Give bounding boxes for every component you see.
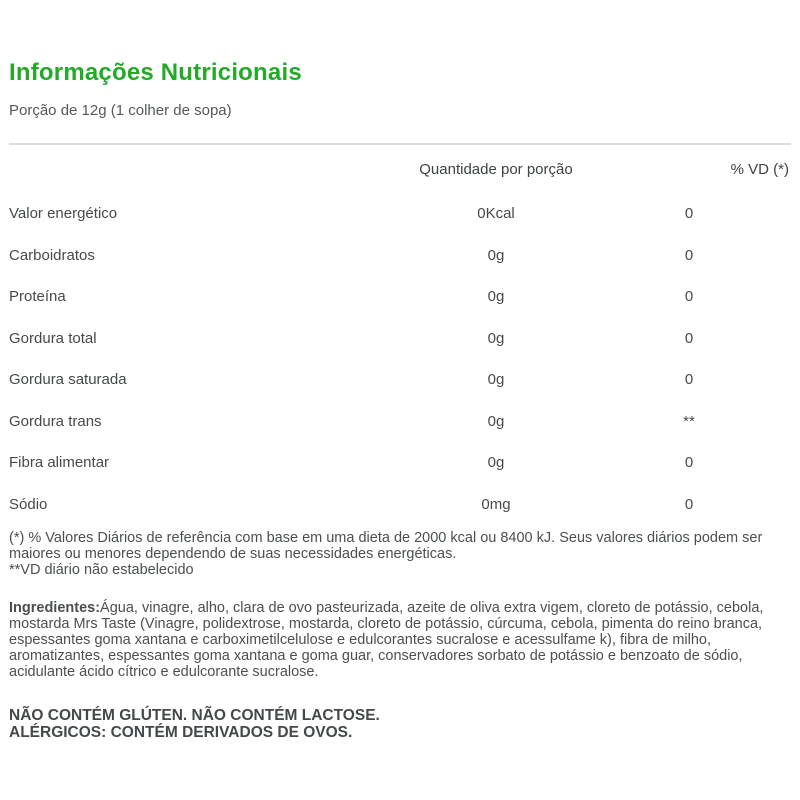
page-title: Informações Nutricionais — [9, 59, 302, 86]
nutrient-quantity: 0g — [487, 329, 505, 347]
nutrient-dv: 0 — [684, 246, 694, 264]
gluten-lactose-statement: NÃO CONTÉM GLÚTEN. NÃO CONTÉM LACTOSE. — [9, 707, 380, 725]
nutrient-label: Gordura trans — [9, 412, 102, 430]
nutrient-label: Valor energético — [9, 205, 118, 223]
table-row — [9, 442, 791, 484]
table-row — [9, 193, 791, 235]
nutrient-dv: 0 — [684, 288, 694, 306]
dv-reference-note: (*) % Valores Diários de referência com base em uma dieta de 2000 kcal ou 8400 kJ. Seus valores diários podem ser maiores ou menores dependendo de suas necessidades energéticas. — [9, 530, 763, 562]
nutrient-label: Proteína — [9, 288, 66, 306]
allergen-info — [9, 708, 791, 741]
allergens-statement: ALÉRGICOS: CONTÉM DERIVADOS DE OVOS. — [9, 723, 353, 741]
table-row — [9, 276, 791, 318]
nutrient-quantity: 0Kcal — [477, 205, 515, 223]
nutrient-dv: 0 — [684, 495, 694, 513]
nutrient-dv: 0 — [684, 371, 694, 389]
nutrient-quantity: 0g — [487, 371, 505, 389]
table-row — [9, 484, 791, 526]
table-row — [9, 359, 791, 401]
footnotes — [9, 531, 791, 578]
table-header-dv: % VD (*) — [730, 160, 789, 178]
ingredients-label: Ingredientes: — [9, 600, 101, 617]
nutrient-dv: 0 — [684, 329, 694, 347]
nutrient-label: Carboidratos — [9, 246, 95, 264]
nutrient-label: Sódio — [9, 495, 48, 513]
nutrition-table — [9, 143, 791, 525]
nutrient-dv: 0 — [684, 205, 694, 223]
nutrient-quantity: 0mg — [481, 495, 511, 513]
nutrient-quantity: 0g — [487, 412, 505, 430]
nutrient-dv: 0 — [684, 454, 694, 472]
nutrient-quantity: 0g — [487, 454, 505, 472]
table-row — [9, 318, 791, 360]
serving-size: Porção de 12g (1 colher de sopa) — [9, 102, 232, 119]
nutrient-quantity: 0g — [487, 288, 505, 306]
nutrient-label: Gordura saturada — [9, 371, 127, 389]
table-row — [9, 235, 791, 277]
nutrient-label: Gordura total — [9, 329, 97, 347]
ingredients-text: Água, vinagre, alho, clara de ovo pasteurizada, azeite de oliva extra vigem, cloreto de potássio, cebola, mostarda Mrs Taste (Vinagre, polidextrose, mostarda, cloreto de potássio, cúrcuma, cebola, pimenta do reino branca, espessantes goma xantana e carboximetilcelulose e edulcorantes sucralose e acessulfame k), fibra de milho, aromatizantes, espessantes goma xantana e goma guar, conservadores sorbato de potássio e benzoato de sódio, acidulante ácido cítrico e edulcorante sucralose. — [9, 600, 764, 680]
table-header-row — [9, 145, 791, 193]
ingredients-paragraph — [9, 601, 791, 680]
table-row — [9, 401, 791, 443]
nutrient-dv: ** — [683, 412, 695, 430]
nutrient-label: Fibra alimentar — [9, 454, 110, 472]
nutrient-quantity: 0g — [487, 246, 505, 264]
dv-not-established-note: **VD diário não estabelecido — [9, 561, 194, 578]
table-header-quantity: Quantidade por porção — [419, 160, 573, 178]
